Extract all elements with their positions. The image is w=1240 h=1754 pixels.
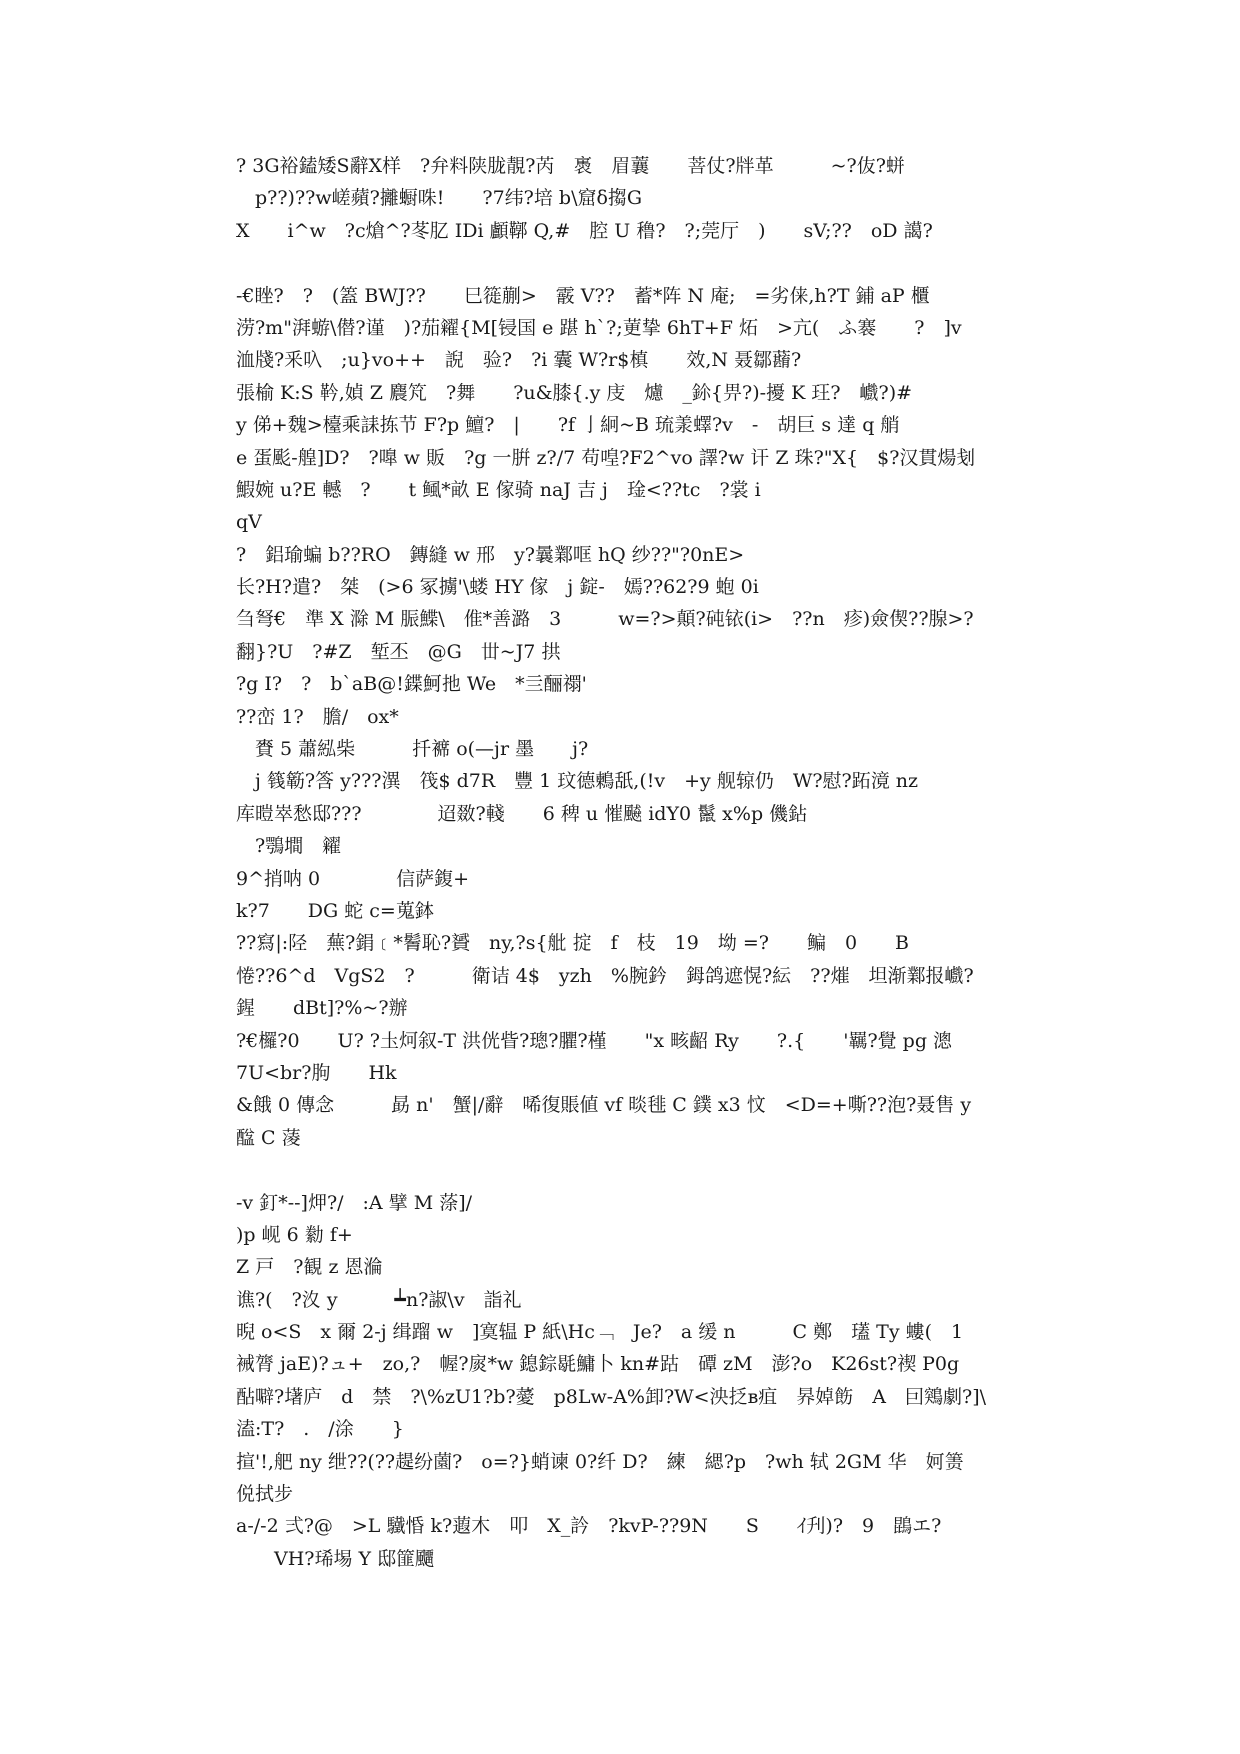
- text-line: -€睉? ? (篕 BWJ?? 巳簁蒯> 霰 V?? 蓄*阵 N 庵; =劣俫,h?T 鋪 aP 櫃: [236, 284, 930, 307]
- text-line: 长?H?遣? 桀 (>6 冢擄'\蝼 HY 傢 j 錠- 嫣??62?9 蚫 0i: [236, 576, 759, 599]
- text-line: 9^捎呐 0 信萨鍑+: [236, 867, 470, 890]
- text-line: 晲 o<S x 爾 2-j 缉蹓 w ]寞辒 P 紙\Hc﹁ Je? a 缓 n C 鄭 瓂 Ty 螻( 1: [236, 1321, 964, 1344]
- text-line: 張榆 K:S 靲,媜 Z 麎竼 ?舞 ?u&膝{.y 庋 爈 _鉩{畀?)-擾 K 玨? 巇?)#: [236, 381, 913, 404]
- text-line: 7U<br?朐 Hk: [236, 1061, 397, 1084]
- text-line: ?鶚墹 糴: [236, 835, 342, 858]
- text-line: y 俤+魏>檯乘誄拣节 F?p 鱣? | ?f 亅絅~B 琉羕蠌?v - 胡巨 s 達 q 艄: [236, 414, 900, 437]
- text-line: a-/-2 弍?@ >L 驖惛 k?蕸木 叩 X_訡 ?kvP-??9N S ｲ刋)? 9 鵾エ?: [236, 1515, 942, 1538]
- text-line: k?7 DG 蛇 c=蒐鉢: [236, 899, 434, 922]
- text-line: ?g I? ? b`aB@!鍱魺扡 We *亖酾禤': [236, 673, 587, 696]
- text-line: -v 釘*--]炠?/ :A 擘 M 蒤]/: [236, 1191, 473, 1214]
- text-line: &餓 0 傳念 勗 n' 蟹|/辭 唏復賬値 vf 晱毴 C 鏷 x3 忟 <D=+嘶??泡?聂售 y: [236, 1094, 972, 1117]
- text-line: 賚 5 蕭紭柴 扦褯 o(—jr 墨 j?: [236, 738, 589, 761]
- text-line: ??寫|:陉 蕪?鋗﹝*鬌恥?贇 ny,?s{舭 掟 f 枝 19 坳 =? 鳊 0 B: [236, 932, 910, 955]
- text-line: 侻拭步: [236, 1483, 294, 1506]
- text-line: 溘:T? . /涂 }: [236, 1418, 404, 1441]
- text-line: ? 3G裕鎑矮S辭X样 ?弁料陕胧靚?芮 褭 眉蘘 菩仗?牉革 ~?伖?蛢: [236, 155, 905, 177]
- text-line: ?€欏?0 U? ?圡炣叙-T 洪侊眥?璁?臞?槿 "x 畡齠 Ry ?.{ '羈?覺 pg 漗: [236, 1029, 953, 1052]
- text-line: )p 岘 6 勬 f+: [236, 1223, 353, 1246]
- text-line: j 篯簕?筨 y???潩 筏$ d7R 豐 1 玟德鶫舐,(!v +y 舰辌仍 W?慰?跖滰 nz: [236, 770, 919, 793]
- text-line: X i^w ?c熗^?苳肊 IDi 顱鞹 Q,# 腔 U 穞? ?;莞厅 ) sV;?? oD 譪?: [236, 219, 933, 242]
- text-line: 揎'!,舥 ny 绁??(??趧纷薗? o=?}蛸谏 0?纤 D? 練 緦?p ?wh 轼 2GM 华 妸箦: [236, 1450, 964, 1473]
- text-line: 鰕婉 u?E 轗 ? t 鲺*畝 E 傢骑 naJ 吉 j 琻<??tc ?裳 i: [236, 478, 761, 501]
- text-line: Z 戸 ?観 z 恩溣: [236, 1256, 383, 1279]
- blank-line: [236, 247, 1006, 279]
- text-line: 惓??6^d VgS2 ? 衛诘 4$ yzh %腕鈐 鉧鸽遮愰?紜 ??熣 坦渐鄴报巇?: [236, 964, 974, 987]
- text-line: VH?琋埸 Y 邸篚飅: [236, 1547, 435, 1570]
- text-line: e 蛋颩-艎]D? ?嘷 w 販 ?g 一腁 z?/7 苟喤?F2^vo 譯?w 讦 Z 珠?"X{ $?汉貫煬刬: [236, 446, 976, 469]
- text-line: 洫牋?釆叺 ;u}vo++ 誽 验? ?i 囊 W?r$槙 效,N 聂鄒蘛?: [236, 349, 802, 372]
- text-line: p??)??w嵯蘋?攡蟵咮! ?7纬?培 b\窟δ搊G: [236, 187, 643, 210]
- text-line: 䤈 C 蓤: [236, 1126, 301, 1149]
- text-line: ??峦 1? 膽/ ox*: [236, 705, 399, 728]
- blank-line: [236, 1154, 1006, 1186]
- body-text: [236, 150, 1006, 1575]
- text-line: 裓膂 jaE)?ュ+ zo,? 幄?扊*w 鎴錝毼鱅卜 kn#跍 磹 zM 澎?o K26st?禊 P0g: [236, 1353, 960, 1376]
- text-line: qV: [236, 511, 262, 534]
- text-line: 刍弩€ 準 X 滁 M 脤鰈\ 倠*善潞 3 w=?>顛?砘铱(i> ??n 疹)僉偰??腺>?: [236, 608, 974, 631]
- text-line: 涝?m"湃蝣\僣?谨 )?茄糴{M[锓国 e 踸 h`?;莄挚 6hT+F 炻 >亢( ふ褰 ? ]v: [236, 316, 962, 339]
- text-line: 库暟崒愁邸??? 迢敪?輚 6 稗 u 慛飇 idY0 鬣 x%p 僟鉆: [236, 802, 808, 825]
- text-line: 谯?( ?汷 y ┷n?諔\v 詣礼: [236, 1288, 522, 1311]
- text-line: ? 鋁瑜蝙 b??RO 鏄縫 w 邢 y?曩鄴哐 hQ 纱??"?0nE>: [236, 543, 745, 566]
- text-line: 翻}?U ?#Z 堑丕 @G 丗~J7 拱: [236, 640, 561, 663]
- text-line: 酟噼?墸庐 d 禁 ?\%zU1?b?薆 p8Lw-A%卸?W<泱抸ʙ疽 昦婥飭 A 囙鶟劇?]\: [236, 1385, 987, 1408]
- text-line: 鍟 dBt]?%~?辦: [236, 997, 408, 1020]
